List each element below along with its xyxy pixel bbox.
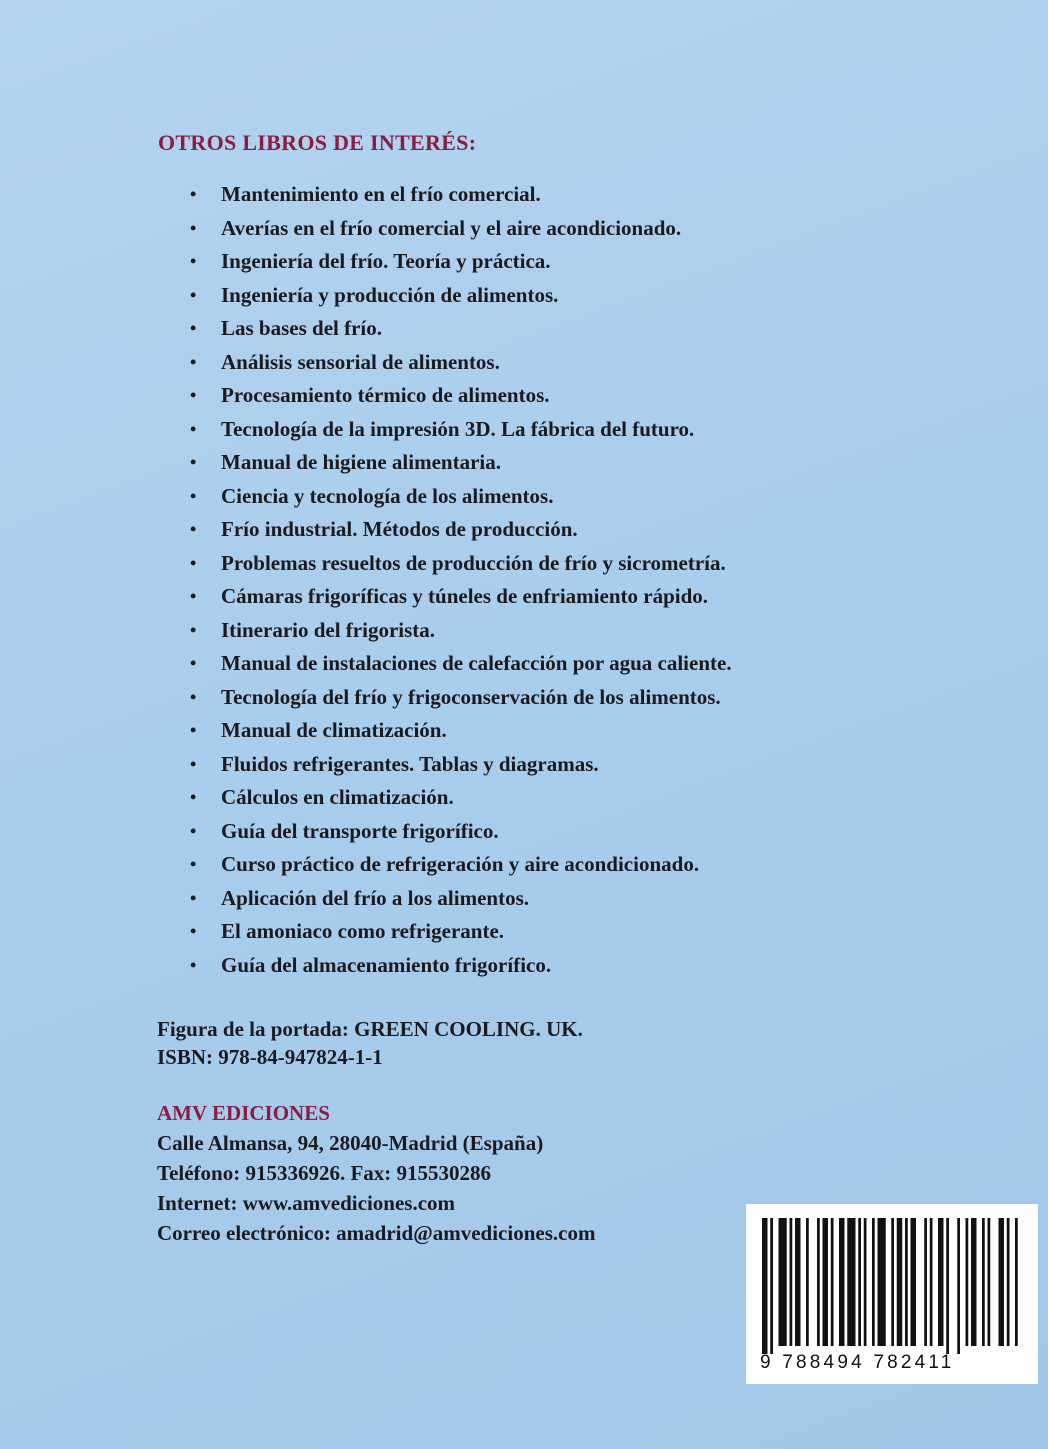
book-list-item — [190, 915, 732, 949]
bullet-icon: • — [190, 753, 197, 774]
other-books-heading: OTROS LIBROS DE INTERÉS: — [158, 130, 477, 155]
book-list-item — [190, 245, 732, 279]
book-info — [157, 1015, 583, 1071]
book-title: Análisis sensorial de alimentos. — [221, 349, 500, 374]
bullet-icon: • — [190, 485, 197, 506]
book-title: Ingeniería del frío. Teoría y práctica. — [221, 249, 551, 273]
barcode-bar — [762, 1218, 768, 1354]
book-title: Procesamiento térmico de alimentos. — [221, 383, 550, 407]
book-title: Tecnología del frío y frigoconservación de los alimentos. — [221, 684, 721, 709]
book-list-item — [190, 580, 732, 614]
book-list-item — [190, 346, 732, 380]
barcode-bar — [911, 1218, 917, 1346]
book-title: Guía del transporte frigorífico. — [221, 818, 499, 843]
book-list-item — [190, 413, 732, 447]
book-list-item — [190, 279, 732, 313]
barcode-bar — [971, 1218, 977, 1346]
book-list-item — [190, 547, 732, 581]
book-title: Curso práctico de refrigeración y aire acondicionado. — [221, 852, 700, 876]
barcode-bar — [817, 1218, 820, 1346]
book-list-item — [190, 178, 732, 212]
book-title: Problemas resueltos de producción de frío y sicrometría. — [221, 550, 726, 575]
barcode-bar — [1015, 1218, 1018, 1346]
barcode-bar — [988, 1218, 991, 1346]
publisher-phone: Teléfono: 915336926. Fax: 915530286 — [157, 1161, 492, 1185]
book-title: Manual de instalaciones de calefacción por agua caliente. — [221, 651, 732, 675]
barcode-bar — [957, 1218, 960, 1354]
book-list-item — [190, 848, 732, 882]
barcode-bar — [872, 1218, 875, 1346]
barcode-bar — [930, 1218, 933, 1346]
barcode-bar — [897, 1218, 903, 1346]
book-title: Ciencia y tecnología de los alimentos. — [221, 483, 554, 508]
publisher-name: AMV EDICIONES — [157, 1101, 330, 1125]
barcode-bar — [999, 1218, 1005, 1346]
bullet-icon: • — [190, 887, 197, 908]
book-list-item — [190, 647, 732, 681]
book-title: Manual de climatización. — [221, 718, 447, 742]
book-title: Mantenimiento en el frío comercial. — [221, 182, 541, 206]
barcode-bar — [1007, 1218, 1010, 1346]
book-list-item — [190, 212, 732, 246]
bullet-icon: • — [190, 787, 197, 807]
book-list-item — [190, 815, 732, 849]
barcode-bar — [905, 1218, 908, 1346]
barcode-bar — [864, 1218, 867, 1346]
barcode-bar — [924, 1218, 927, 1346]
bullet-icon: • — [190, 251, 197, 271]
book-list-item — [190, 446, 732, 480]
barcode-bar — [847, 1218, 855, 1346]
barcode — [746, 1204, 1038, 1384]
bullet-icon: • — [190, 351, 197, 372]
bullet-icon: • — [190, 653, 197, 673]
book-title: Frío industrial. Métodos de producción. — [221, 517, 578, 541]
barcode-bar — [878, 1218, 886, 1346]
bullet-icon: • — [190, 519, 197, 539]
book-list — [190, 178, 732, 982]
publisher-internet: Internet: www.amvediciones.com — [157, 1191, 456, 1215]
book-list-item — [190, 513, 732, 547]
bullet-icon: • — [190, 184, 197, 204]
bullet-icon: • — [190, 954, 197, 975]
bullet-icon: • — [190, 318, 197, 338]
book-title: Ingeniería y producción de alimentos. — [221, 282, 559, 307]
book-list-item — [190, 882, 732, 916]
barcode-bar — [770, 1218, 773, 1354]
barcode-bar — [839, 1218, 845, 1346]
barcode-bar — [966, 1218, 969, 1346]
publisher-info — [157, 1098, 595, 1248]
barcode-bar — [982, 1218, 985, 1346]
barcode-digits: 9 788494 782411 — [760, 1352, 955, 1373]
bullet-icon: • — [190, 686, 197, 707]
book-list-item — [190, 781, 732, 815]
bullet-icon: • — [190, 418, 197, 439]
book-list-item — [190, 714, 732, 748]
cover-credit: Figura de la portada: GREEN COOLING. UK. — [157, 1017, 583, 1041]
bullet-icon: • — [190, 284, 197, 305]
book-list-item — [190, 312, 732, 346]
barcode-bar — [779, 1218, 787, 1346]
publisher-email: Correo electrónico: amadrid@amvediciones.com — [157, 1221, 596, 1245]
barcode-bar — [831, 1218, 834, 1346]
barcode-bar — [891, 1218, 894, 1346]
barcode-bar — [795, 1218, 801, 1346]
bullet-icon: • — [190, 820, 197, 841]
book-title: Aplicación del frío a los alimentos. — [221, 885, 529, 910]
book-list-item — [190, 614, 732, 648]
book-title: Guía del almacenamiento frigorífico. — [221, 952, 552, 977]
bullet-icon: • — [190, 385, 197, 405]
book-title: El amoniaco como refrigerante. — [221, 919, 505, 943]
barcode-bars — [746, 1204, 1038, 1354]
barcode-bar — [858, 1218, 861, 1346]
isbn: ISBN: 978-84-947824-1-1 — [157, 1045, 383, 1069]
bullet-icon: • — [190, 921, 197, 941]
barcode-bar — [790, 1218, 793, 1346]
book-title: Manual de higiene alimentaria. — [221, 450, 501, 474]
book-title: Itinerario del frigorista. — [221, 617, 436, 642]
book-title: Averías en el frío comercial y el aire acondicionado. — [221, 215, 682, 240]
publisher-address: Calle Almansa, 94, 28040-Madrid (España) — [157, 1131, 544, 1155]
book-list-item — [190, 480, 732, 514]
book-title: Fluidos refrigerantes. Tablas y diagramas. — [221, 751, 599, 776]
bullet-icon: • — [190, 217, 197, 238]
barcode-bar — [946, 1218, 949, 1354]
bullet-icon: • — [190, 586, 197, 606]
book-list-item — [190, 748, 732, 782]
bullet-icon: • — [190, 854, 197, 874]
book-list-item — [190, 681, 732, 715]
book-title: Cálculos en climatización. — [221, 785, 454, 809]
bullet-icon: • — [190, 452, 197, 472]
book-title: Tecnología de la impresión 3D. La fábrica del futuro. — [221, 416, 695, 441]
barcode-bar — [823, 1218, 829, 1346]
book-list-item — [190, 379, 732, 413]
barcode-bar — [806, 1218, 809, 1346]
book-title: Cámaras frigoríficas y túneles de enfriamiento rápido. — [221, 584, 709, 608]
book-title: Las bases del frío. — [221, 316, 383, 340]
bullet-icon: • — [190, 552, 197, 573]
bullet-icon: • — [190, 619, 197, 640]
barcode-bar — [938, 1218, 944, 1346]
bullet-icon: • — [190, 720, 197, 740]
book-list-item — [190, 949, 732, 983]
